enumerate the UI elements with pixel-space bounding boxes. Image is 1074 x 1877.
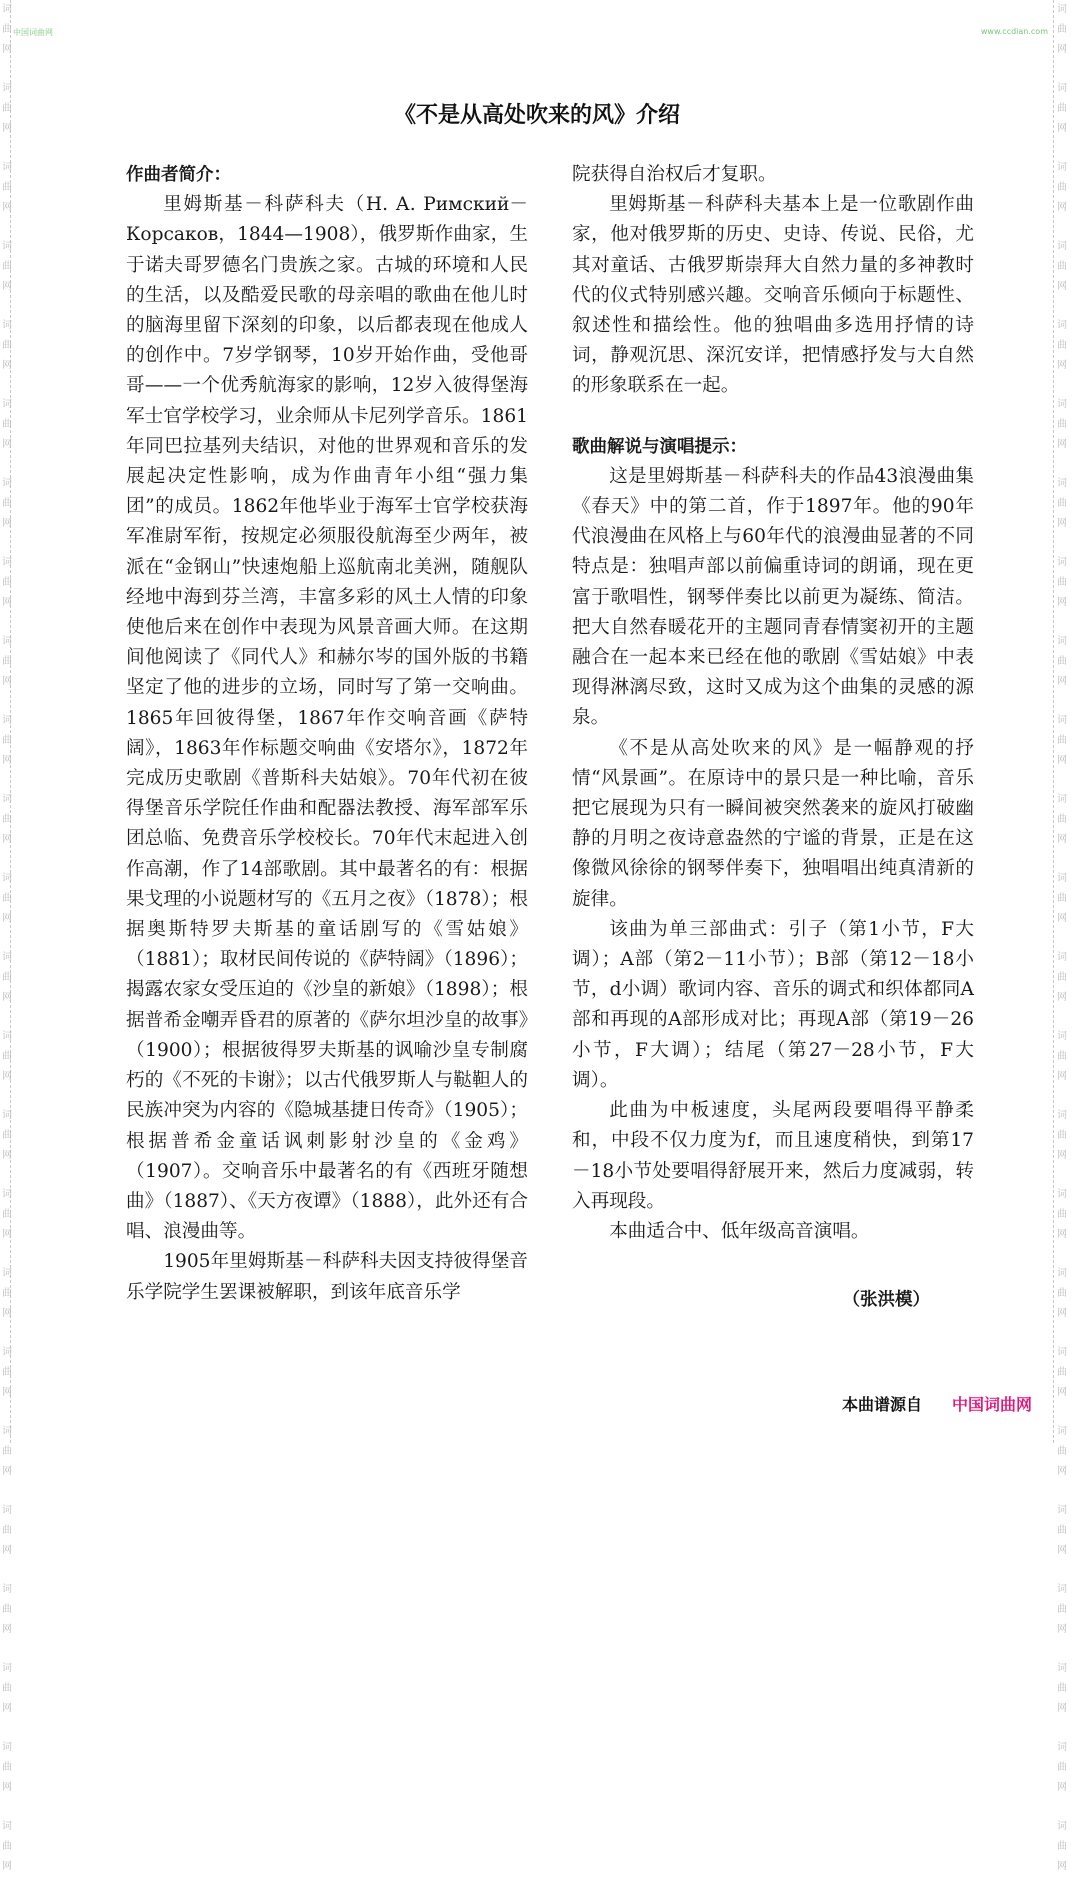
watermark-char: 词 bbox=[1057, 1426, 1067, 1437]
watermark-char: 词 bbox=[1057, 1268, 1067, 1279]
watermark-char: 网 bbox=[1057, 439, 1067, 450]
watermark-char: 词 bbox=[2, 1584, 12, 1595]
watermark-char: 网 bbox=[1057, 1071, 1067, 1082]
watermark-char: 网 bbox=[1057, 123, 1067, 134]
watermark-group bbox=[2, 948, 12, 1008]
right-watermark-strip bbox=[1056, 0, 1068, 1872]
watermark-char: 曲 bbox=[1057, 656, 1067, 667]
watermark-char: 网 bbox=[2, 44, 12, 55]
watermark-char: 曲 bbox=[2, 1683, 12, 1694]
watermark-char: 曲 bbox=[1057, 498, 1067, 509]
watermark-char: 网 bbox=[2, 360, 12, 371]
watermark-group bbox=[2, 869, 12, 929]
watermark-char: 网 bbox=[1057, 1545, 1067, 1556]
watermark-group bbox=[1057, 948, 1067, 1008]
watermark-char: 网 bbox=[2, 281, 12, 292]
watermark-group bbox=[2, 0, 12, 60]
top-left-watermark: 中国词曲网 bbox=[13, 28, 53, 37]
watermark-char: 网 bbox=[1057, 1308, 1067, 1319]
watermark-char: 曲 bbox=[1057, 1446, 1067, 1457]
watermark-char: 曲 bbox=[2, 814, 12, 825]
watermark-char: 词 bbox=[1057, 4, 1067, 15]
watermark-char: 网 bbox=[1057, 1703, 1067, 1714]
watermark-char: 词 bbox=[1057, 320, 1067, 331]
watermark-group bbox=[1057, 1580, 1067, 1640]
watermark-char: 网 bbox=[2, 992, 12, 1003]
watermark-char: 词 bbox=[1057, 83, 1067, 94]
watermark-char: 网 bbox=[2, 676, 12, 687]
watermark-group bbox=[2, 474, 12, 534]
watermark-group bbox=[2, 1185, 12, 1245]
watermark-char: 网 bbox=[2, 518, 12, 529]
watermark-char: 曲 bbox=[1057, 893, 1067, 904]
watermark-char: 曲 bbox=[2, 1051, 12, 1062]
watermark-char: 曲 bbox=[1057, 1604, 1067, 1615]
watermark-group bbox=[2, 1501, 12, 1561]
watermark-char: 词 bbox=[1057, 1031, 1067, 1042]
watermark-char: 曲 bbox=[1057, 1367, 1067, 1378]
watermark-char: 曲 bbox=[2, 1209, 12, 1220]
watermark-char: 网 bbox=[2, 1545, 12, 1556]
watermark-char: 曲 bbox=[2, 261, 12, 272]
watermark-char: 词 bbox=[2, 557, 12, 568]
watermark-char: 曲 bbox=[2, 1762, 12, 1773]
watermark-group bbox=[2, 316, 12, 376]
watermark-char: 曲 bbox=[2, 182, 12, 193]
footer-source bbox=[842, 1392, 1032, 1415]
watermark-char: 词 bbox=[2, 399, 12, 410]
watermark-char: 曲 bbox=[2, 656, 12, 667]
watermark-group bbox=[1057, 1422, 1067, 1482]
watermark-group bbox=[1057, 395, 1067, 455]
watermark-char: 词 bbox=[1057, 952, 1067, 963]
watermark-char: 曲 bbox=[2, 103, 12, 114]
composer-intro-heading: 作曲者简介： bbox=[126, 165, 231, 185]
watermark-char: 网 bbox=[2, 439, 12, 450]
watermark-char: 曲 bbox=[2, 577, 12, 588]
song-background-paragraph: 这是里姆斯基－科萨科夫的作品43浪漫曲集《春天》中的第二首，作于1897年。他的90年代浪漫曲在风格上与60年代的浪漫曲显著的不同特点是：独唱声部以前偏重诗词的朗诵，现在更富于歌唱性，钢琴伴奏比以前更为凝练、简洁。把大自然春暖花开的主题同青春情窦初开的主题融合在一起本来已经在他的歌剧《雪姑娘》中表现得淋漓尽致，这时又成为这个曲集的灵感的源泉。 bbox=[572, 465, 974, 729]
page-title: 《不是从高处吹来的风》介绍 bbox=[393, 103, 680, 128]
watermark-char: 网 bbox=[2, 913, 12, 924]
watermark-char: 词 bbox=[1057, 1347, 1067, 1358]
watermark-char: 词 bbox=[2, 1268, 12, 1279]
watermark-group bbox=[1057, 1185, 1067, 1245]
watermark-group bbox=[1057, 1659, 1067, 1719]
watermark-char: 曲 bbox=[1057, 24, 1067, 35]
watermark-group bbox=[1057, 237, 1067, 297]
watermark-char: 词 bbox=[1057, 478, 1067, 489]
watermark-group bbox=[2, 1580, 12, 1640]
opera-composer-paragraph: 里姆斯基－科萨科夫基本上是一位歌剧作曲家，他对俄罗斯的历史、史诗、传说、民俗，尤其对童话、古俄罗斯崇拜大自然力量的多神教时代的仪式特别感兴趣。交响音乐倾向于标题性、叙述性和描绘性。他的独唱曲多选用抒情的诗词，静观沉思、深沉安详，把情感抒发与大自然的形象联系在一起。 bbox=[572, 194, 974, 397]
watermark-char: 词 bbox=[2, 4, 12, 15]
watermark-char: 网 bbox=[1057, 202, 1067, 213]
watermark-char: 网 bbox=[1057, 518, 1067, 529]
song-form-paragraph: 该曲为单三部曲式：引子（第1小节，F大调）；A部（第2－11小节）；B部（第12－18小节，d小调）歌词内容、音乐的调式和织体都同A部和再现的A部形成对比；再现A部（第19－26小节，F大调）；结尾（第27－28小节，F大调）。 bbox=[572, 918, 974, 1091]
watermark-char: 曲 bbox=[1057, 577, 1067, 588]
watermark-char: 词 bbox=[1057, 162, 1067, 173]
watermark-char: 网 bbox=[1057, 1387, 1067, 1398]
watermark-char: 网 bbox=[1057, 597, 1067, 608]
watermark-char: 网 bbox=[2, 1308, 12, 1319]
watermark-char: 词 bbox=[2, 1110, 12, 1121]
song-explanation-heading: 歌曲解说与演唱提示： bbox=[572, 436, 747, 457]
watermark-char: 曲 bbox=[2, 24, 12, 35]
watermark-char: 曲 bbox=[1057, 1525, 1067, 1536]
watermark-char: 网 bbox=[1057, 834, 1067, 845]
watermark-char: 词 bbox=[2, 1742, 12, 1753]
composer-bio-paragraph: 里姆斯基－科萨科夫（Н. А. Римский－Корсаков，1844—1908），俄罗斯作曲家，生于诺夫哥罗德名门贵族之家。古城的环境和人民的生活，以及酷爱民歌的母亲唱的歌曲在他儿时的脑海里留下深刻的印象，以后都表现在他成人的创作中。7岁学钢琴，10岁开始作曲，受他哥哥——一个优秀航海家的影响，12岁入彼得堡海军士官学校学习，业余师从卡尼列学音乐。1861年同巴拉基列夫结识，对他的世界观和音乐的发展起决定性影响，成为作曲青年小组“强力集团”的成员。1862年他毕业于海军士官学校获海军准尉军衔，按规定必须服役航海至少两年，被派在“金钢山”快速炮船上巡航南北美洲，随舰队经地中海到芬兰湾，丰富多彩的风土人情的印象使他后来在创作中表现为风景音画大师。在这期间他阅读了《同代人》和赫尔岑的国外版的书籍坚定了他的进步的立场，同时写了第一交响曲。1865年回彼得堡，1867年作交响音画《萨特阔》，1863年作标题交响曲《安塔尔》，1872年完成历史歌剧《普斯科夫姑娘》。70年代初在彼得堡音乐学院任作曲和配器法教授、海军部军乐团总临、免费音乐学校校长。70年代末起进入创作高潮，作了14部歌剧。其中最著名的有：根据果戈理的小说题材写的《五月之夜》（1878）；根据奥斯特罗夫斯基的童话剧写的《雪姑娘》（1881）；取材民间传说的《萨特阔》（1896）；揭露农家女受压迫的《沙皇的新娘》（1898）；根据普希金嘲弄昏君的原著的《萨尔坦沙皇的故事》（1900）；根据彼得罗夫斯基的讽喻沙皇专制腐朽的《不死的卡谢》；以古代俄罗斯人与鞑靼人的民族冲突为内容的《隐城基捷日传奇》（1905）；根据普希金童话讽刺影射沙皇的《金鸡》（1907）。交响音乐中最著名的有《西班牙随想曲》（1887）、《天方夜谭》（1888），此外还有合唱、浪漫曲等。 bbox=[126, 194, 528, 1243]
watermark-group bbox=[1057, 1106, 1067, 1166]
watermark-char: 曲 bbox=[1057, 1683, 1067, 1694]
watermark-group bbox=[2, 395, 12, 455]
watermark-char: 词 bbox=[1057, 1663, 1067, 1674]
watermark-char: 曲 bbox=[2, 340, 12, 351]
watermark-char: 词 bbox=[2, 952, 12, 963]
watermark-char: 词 bbox=[1057, 636, 1067, 647]
watermark-char: 词 bbox=[1057, 1742, 1067, 1753]
watermark-char: 词 bbox=[2, 1189, 12, 1200]
watermark-char: 词 bbox=[2, 162, 12, 173]
watermark-char: 词 bbox=[2, 1347, 12, 1358]
watermark-char: 曲 bbox=[2, 1446, 12, 1457]
watermark-group bbox=[1057, 790, 1067, 850]
watermark-char: 曲 bbox=[1057, 182, 1067, 193]
watermark-char: 曲 bbox=[1057, 1209, 1067, 1220]
watermark-char: 词 bbox=[2, 794, 12, 805]
right-margin-dashed-line bbox=[1053, 0, 1054, 1443]
watermark-char: 曲 bbox=[1057, 419, 1067, 430]
watermark-char: 词 bbox=[2, 320, 12, 331]
watermark-char: 曲 bbox=[1057, 1051, 1067, 1062]
watermark-char: 曲 bbox=[2, 1525, 12, 1536]
watermark-char: 词 bbox=[2, 1505, 12, 1516]
watermark-group bbox=[1057, 869, 1067, 929]
watermark-group bbox=[2, 237, 12, 297]
watermark-char: 网 bbox=[2, 1861, 12, 1872]
watermark-group bbox=[1057, 1027, 1067, 1087]
left-watermark-strip bbox=[1, 0, 13, 1872]
watermark-char: 网 bbox=[1057, 1861, 1067, 1872]
watermark-char: 曲 bbox=[1057, 735, 1067, 746]
watermark-char: 曲 bbox=[2, 972, 12, 983]
watermark-group bbox=[1057, 1738, 1067, 1798]
watermark-char: 网 bbox=[2, 755, 12, 766]
watermark-char: 词 bbox=[2, 83, 12, 94]
watermark-group bbox=[2, 553, 12, 613]
watermark-char: 词 bbox=[1057, 715, 1067, 726]
watermark-char: 网 bbox=[1057, 755, 1067, 766]
watermark-char: 词 bbox=[1057, 1584, 1067, 1595]
watermark-group bbox=[2, 711, 12, 771]
watermark-char: 曲 bbox=[1057, 103, 1067, 114]
song-imagery-paragraph: 《不是从高处吹来的风》是一幅静观的抒情“风景画”。在原诗中的景只是一种比喻，音乐把它展现为只有一瞬间被突然袭来的旋风打破幽静的月明之夜诗意盎然的宁谧的背景，正是在这像微风徐徐的钢琴伴奏下，独唱唱出纯真清新的旋律。 bbox=[572, 737, 974, 910]
watermark-char: 曲 bbox=[1057, 1841, 1067, 1852]
watermark-char: 词 bbox=[1057, 399, 1067, 410]
watermark-char: 词 bbox=[1057, 1110, 1067, 1121]
watermark-char: 词 bbox=[2, 873, 12, 884]
watermark-char: 网 bbox=[2, 1782, 12, 1793]
watermark-char: 曲 bbox=[2, 1367, 12, 1378]
watermark-char: 曲 bbox=[1057, 1130, 1067, 1141]
watermark-group bbox=[1057, 1264, 1067, 1324]
watermark-char: 词 bbox=[2, 241, 12, 252]
watermark-char: 曲 bbox=[2, 498, 12, 509]
watermark-group bbox=[2, 1106, 12, 1166]
watermark-char: 词 bbox=[1057, 794, 1067, 805]
watermark-char: 曲 bbox=[2, 735, 12, 746]
watermark-char: 网 bbox=[1057, 1150, 1067, 1161]
watermark-char: 词 bbox=[1057, 873, 1067, 884]
watermark-group bbox=[1057, 1343, 1067, 1403]
watermark-char: 网 bbox=[2, 1229, 12, 1240]
watermark-group bbox=[1057, 0, 1067, 60]
watermark-char: 曲 bbox=[1057, 1288, 1067, 1299]
watermark-char: 网 bbox=[1057, 992, 1067, 1003]
continued-text: 院获得自治权后才复职。 bbox=[572, 164, 777, 185]
watermark-group bbox=[2, 1659, 12, 1719]
watermark-group bbox=[1057, 474, 1067, 534]
right-column bbox=[572, 160, 974, 1315]
watermark-char: 网 bbox=[2, 834, 12, 845]
watermark-char: 词 bbox=[2, 1821, 12, 1832]
site-name-link[interactable]: 中国词曲网 bbox=[952, 1395, 1033, 1414]
watermark-char: 网 bbox=[2, 123, 12, 134]
watermark-char: 词 bbox=[2, 715, 12, 726]
source-label: 本曲谱源自 bbox=[842, 1395, 923, 1414]
watermark-char: 词 bbox=[2, 1031, 12, 1042]
watermark-char: 网 bbox=[2, 1150, 12, 1161]
watermark-char: 词 bbox=[2, 1663, 12, 1674]
watermark-char: 网 bbox=[1057, 44, 1067, 55]
watermark-char: 网 bbox=[2, 1624, 12, 1635]
top-right-watermark: www.ccdian.com bbox=[980, 27, 1048, 36]
watermark-group bbox=[1057, 1817, 1067, 1877]
watermark-char: 网 bbox=[1057, 1782, 1067, 1793]
watermark-char: 词 bbox=[1057, 1505, 1067, 1516]
watermark-char: 网 bbox=[2, 202, 12, 213]
watermark-group bbox=[2, 790, 12, 850]
watermark-group bbox=[1057, 158, 1067, 218]
watermark-char: 曲 bbox=[2, 1288, 12, 1299]
watermark-char: 词 bbox=[1057, 241, 1067, 252]
watermark-char: 词 bbox=[2, 1426, 12, 1437]
watermark-group bbox=[2, 158, 12, 218]
watermark-group bbox=[2, 1817, 12, 1877]
watermark-char: 网 bbox=[1057, 360, 1067, 371]
watermark-char: 网 bbox=[2, 1466, 12, 1477]
watermark-char: 网 bbox=[1057, 913, 1067, 924]
watermark-char: 网 bbox=[1057, 1229, 1067, 1240]
watermark-group bbox=[1057, 711, 1067, 771]
watermark-char: 词 bbox=[1057, 1189, 1067, 1200]
watermark-char: 曲 bbox=[1057, 261, 1067, 272]
watermark-char: 曲 bbox=[1057, 340, 1067, 351]
watermark-char: 网 bbox=[1057, 1466, 1067, 1477]
watermark-char: 曲 bbox=[2, 1130, 12, 1141]
watermark-char: 网 bbox=[1057, 676, 1067, 687]
watermark-char: 网 bbox=[1057, 281, 1067, 292]
watermark-group bbox=[2, 1738, 12, 1798]
watermark-char: 词 bbox=[1057, 557, 1067, 568]
watermark-char: 网 bbox=[2, 597, 12, 608]
performance-tips-paragraph: 此曲为中板速度，头尾两段要唱得平静柔和，中段不仅力度为f，而且速度稍快，到第17－18小节处要唱得舒展开来，然后力度减弱，转入再现段。 bbox=[572, 1100, 974, 1212]
watermark-char: 曲 bbox=[2, 893, 12, 904]
watermark-char: 曲 bbox=[2, 1604, 12, 1615]
watermark-group bbox=[2, 1343, 12, 1403]
watermark-char: 曲 bbox=[1057, 814, 1067, 825]
author-signature: （张洪模） bbox=[842, 1290, 930, 1311]
watermark-group bbox=[2, 632, 12, 692]
watermark-group bbox=[1057, 1501, 1067, 1561]
watermark-char: 曲 bbox=[1057, 972, 1067, 983]
watermark-group bbox=[2, 1264, 12, 1324]
watermark-char: 曲 bbox=[2, 1841, 12, 1852]
watermark-char: 词 bbox=[2, 636, 12, 647]
watermark-char: 网 bbox=[2, 1703, 12, 1714]
watermark-group bbox=[1057, 553, 1067, 613]
suitability-paragraph: 本曲适合中、低年级高音演唱。 bbox=[609, 1220, 870, 1242]
watermark-char: 网 bbox=[2, 1071, 12, 1082]
watermark-char: 曲 bbox=[2, 419, 12, 430]
watermark-group bbox=[1057, 316, 1067, 376]
watermark-char: 网 bbox=[1057, 1624, 1067, 1635]
watermark-char: 词 bbox=[1057, 1821, 1067, 1832]
watermark-char: 曲 bbox=[1057, 1762, 1067, 1773]
watermark-group bbox=[1057, 632, 1067, 692]
left-column bbox=[126, 160, 528, 1308]
composer-dismissal-paragraph: 1905年里姆斯基－科萨科夫因支持彼得堡音乐学院学生罢课被解职，到该年底音乐学 bbox=[126, 1251, 528, 1303]
watermark-char: 网 bbox=[2, 1387, 12, 1398]
watermark-char: 词 bbox=[2, 478, 12, 489]
watermark-group bbox=[2, 1027, 12, 1087]
watermark-group bbox=[2, 1422, 12, 1482]
